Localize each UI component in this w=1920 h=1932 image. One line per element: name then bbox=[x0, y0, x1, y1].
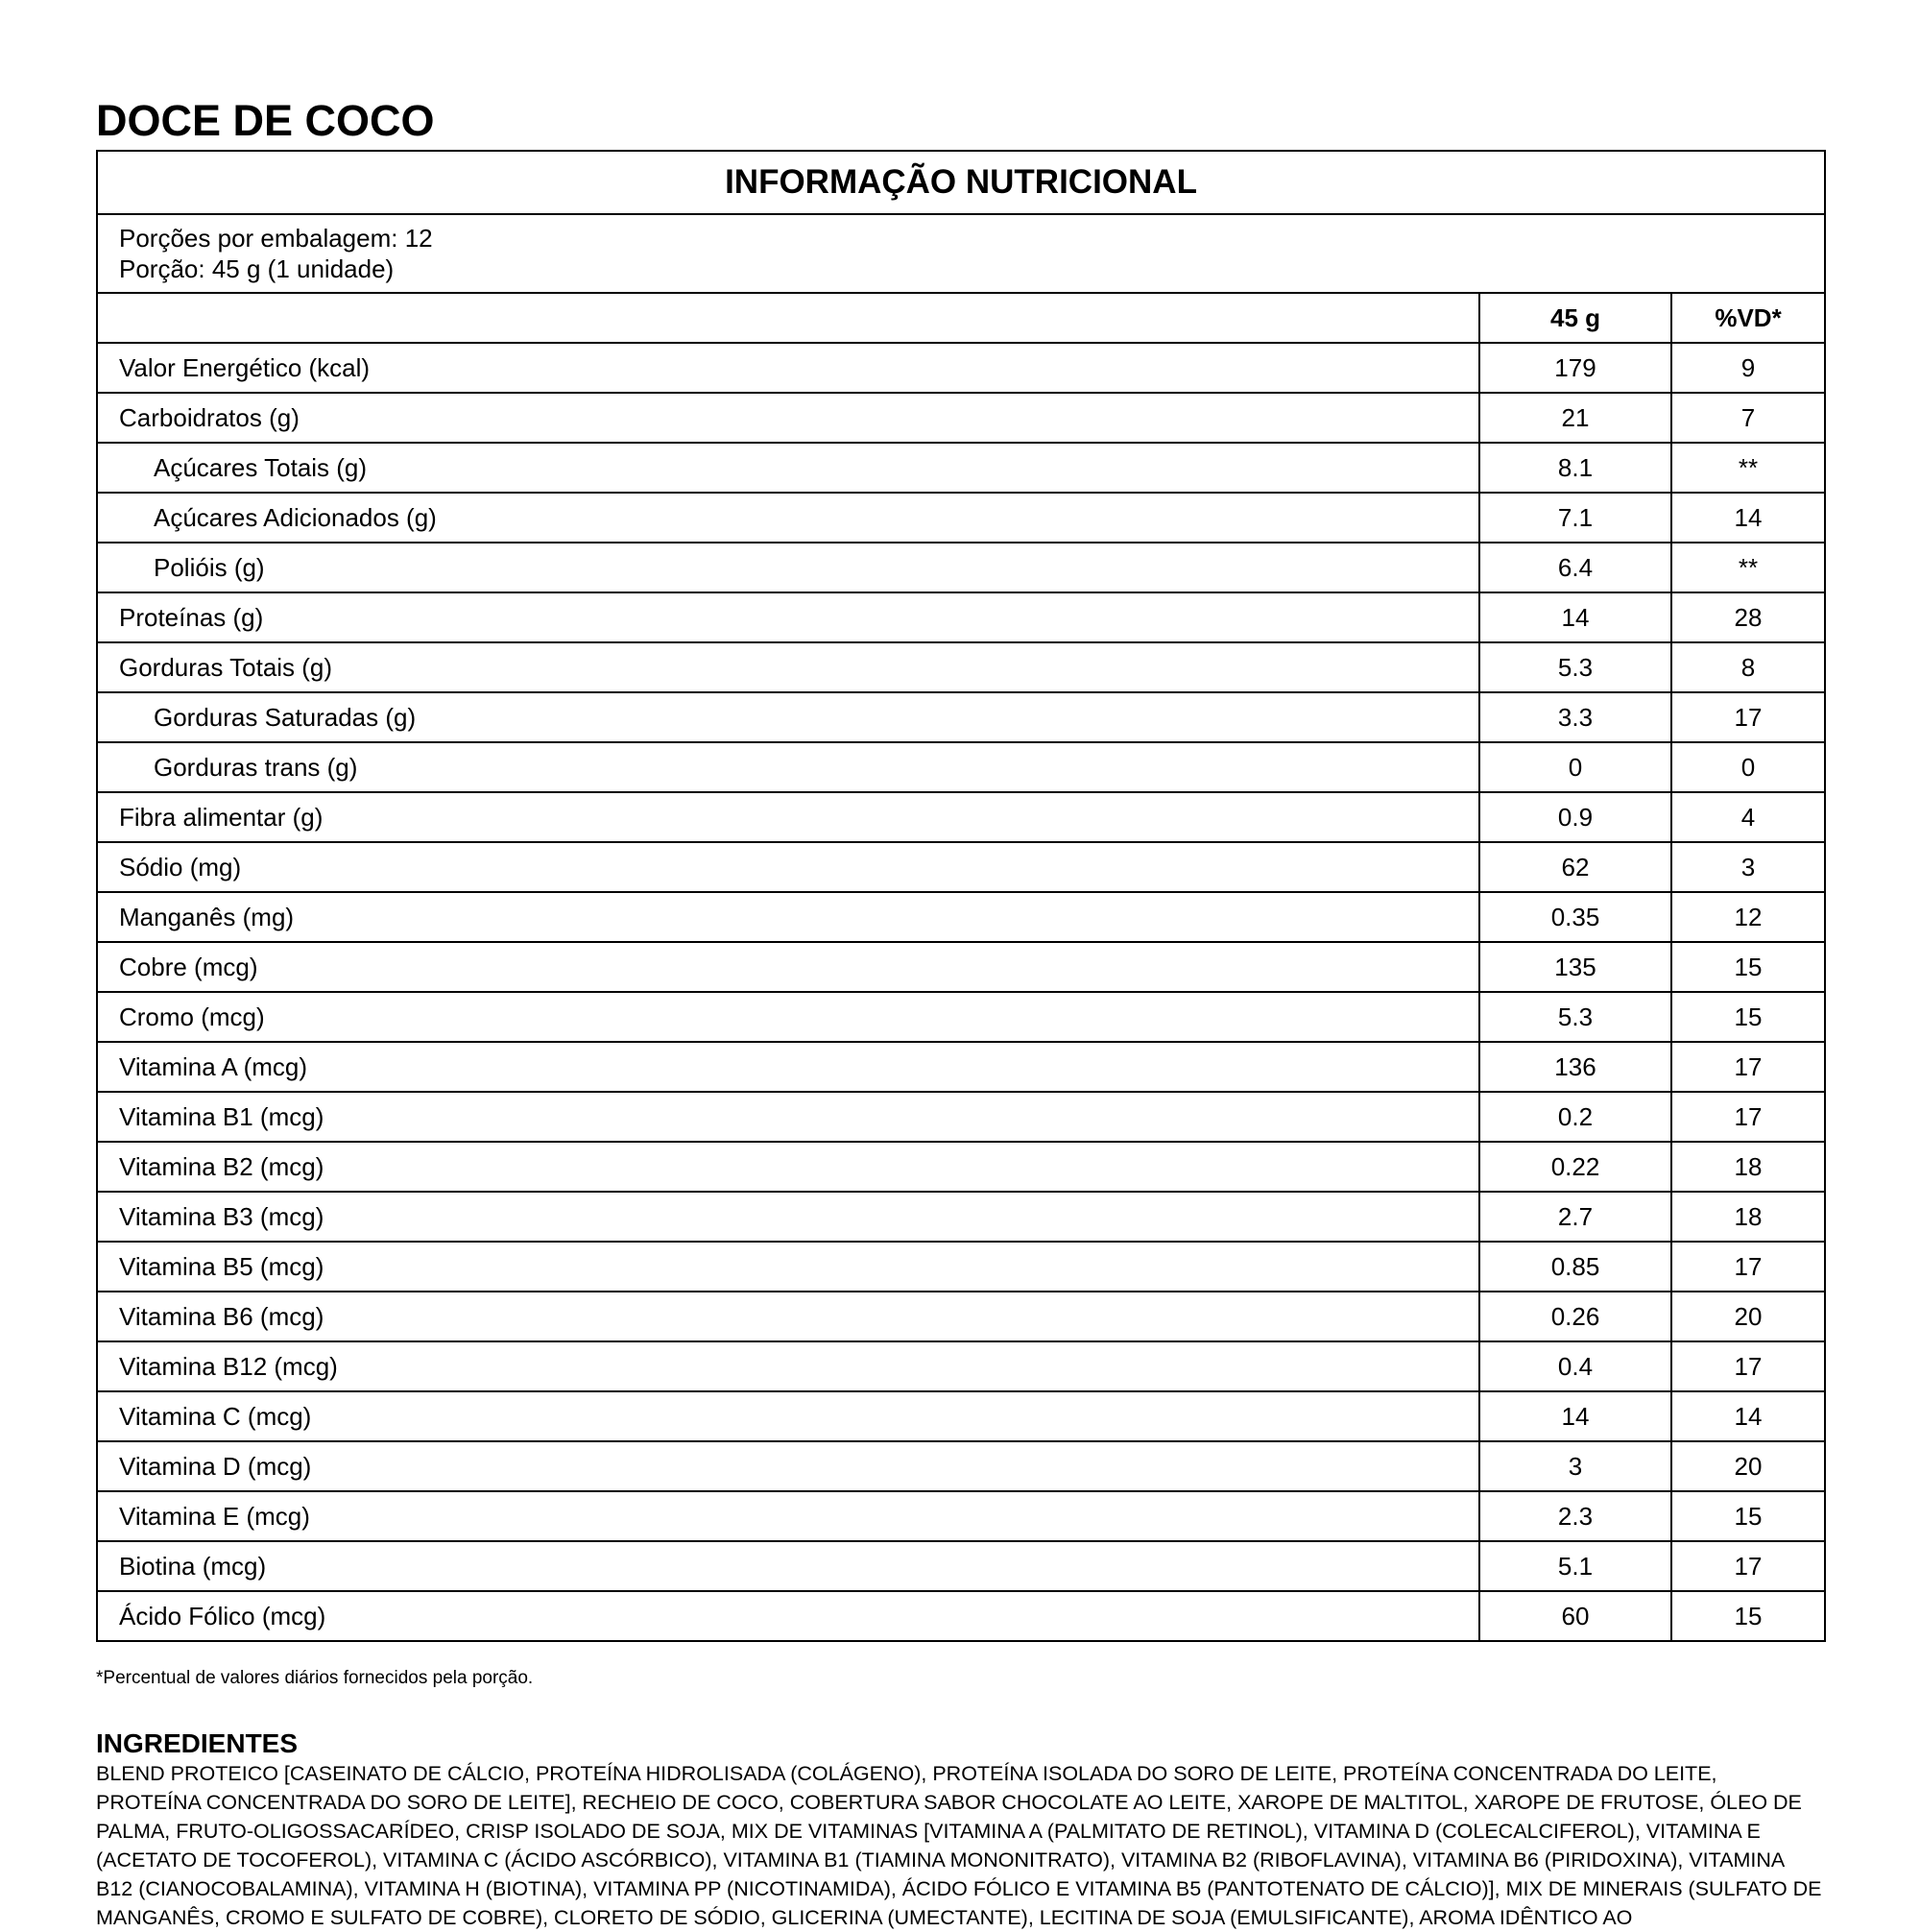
table-row bbox=[97, 1292, 1825, 1341]
nutrient-amount: 2.7 bbox=[1479, 1192, 1671, 1242]
nutrient-amount: 60 bbox=[1479, 1591, 1671, 1641]
nutrient-amount: 0.4 bbox=[1479, 1341, 1671, 1391]
table-row bbox=[97, 393, 1825, 443]
nutrient-vd: 0 bbox=[1671, 742, 1825, 792]
nutrient-label: Biotina (mcg) bbox=[97, 1541, 1479, 1591]
table-row bbox=[97, 642, 1825, 692]
nutrient-vd: 14 bbox=[1671, 493, 1825, 543]
nutrient-vd: 17 bbox=[1671, 1541, 1825, 1591]
portion-row bbox=[97, 214, 1825, 293]
nutrient-label: Proteínas (g) bbox=[97, 592, 1479, 642]
nutrient-label: Açúcares Totais (g) bbox=[97, 443, 1479, 493]
table-row bbox=[97, 343, 1825, 393]
footnote: *Percentual de valores diários fornecidos pela porção. bbox=[96, 1668, 534, 1688]
nutrient-vd: 15 bbox=[1671, 992, 1825, 1042]
nutrient-amount: 0 bbox=[1479, 742, 1671, 792]
nutrient-label: Carboidratos (g) bbox=[97, 393, 1479, 443]
table-heading: INFORMAÇÃO NUTRICIONAL bbox=[97, 151, 1825, 214]
nutrient-amount: 3.3 bbox=[1479, 692, 1671, 742]
nutrient-vd: 28 bbox=[1671, 592, 1825, 642]
nutrient-label: Ácido Fólico (mcg) bbox=[97, 1591, 1479, 1641]
nutrition-table bbox=[96, 150, 1826, 1642]
nutrient-vd: ** bbox=[1671, 443, 1825, 493]
nutrient-vd: 15 bbox=[1671, 1491, 1825, 1541]
table-row bbox=[97, 592, 1825, 642]
nutrient-amount: 0.22 bbox=[1479, 1142, 1671, 1192]
nutrient-amount: 6.4 bbox=[1479, 543, 1671, 592]
table-row bbox=[97, 792, 1825, 842]
nutrient-label: Vitamina B5 (mcg) bbox=[97, 1242, 1479, 1292]
nutrient-label: Vitamina D (mcg) bbox=[97, 1441, 1479, 1491]
nutrient-label: Fibra alimentar (g) bbox=[97, 792, 1479, 842]
column-header-vd: %VD* bbox=[1671, 293, 1825, 343]
table-row bbox=[97, 842, 1825, 892]
nutrient-amount: 3 bbox=[1479, 1441, 1671, 1491]
nutrient-vd: 15 bbox=[1671, 1591, 1825, 1641]
table-row bbox=[97, 992, 1825, 1042]
nutrient-amount: 136 bbox=[1479, 1042, 1671, 1092]
nutrient-label: Vitamina B6 (mcg) bbox=[97, 1292, 1479, 1341]
nutrient-amount: 0.26 bbox=[1479, 1292, 1671, 1341]
nutrient-label: Gorduras trans (g) bbox=[97, 742, 1479, 792]
portions-per-package: Porções por embalagem: 12 bbox=[119, 224, 433, 253]
ingredients-title: INGREDIENTES bbox=[96, 1728, 299, 1758]
table-heading-row bbox=[97, 151, 1825, 214]
nutrient-label: Cromo (mcg) bbox=[97, 992, 1479, 1042]
nutrient-vd: 12 bbox=[1671, 892, 1825, 942]
nutrient-label: Vitamina B1 (mcg) bbox=[97, 1092, 1479, 1142]
table-row bbox=[97, 543, 1825, 592]
nutrient-label: Vitamina A (mcg) bbox=[97, 1042, 1479, 1092]
nutrient-label: Valor Energético (kcal) bbox=[97, 343, 1479, 393]
nutrient-amount: 0.85 bbox=[1479, 1242, 1671, 1292]
table-row bbox=[97, 1242, 1825, 1292]
nutrient-vd: 17 bbox=[1671, 1242, 1825, 1292]
nutrient-label: Manganês (mg) bbox=[97, 892, 1479, 942]
nutrient-amount: 21 bbox=[1479, 393, 1671, 443]
table-row bbox=[97, 1591, 1825, 1641]
table-row bbox=[97, 1341, 1825, 1391]
table-row bbox=[97, 1042, 1825, 1092]
nutrient-vd: 18 bbox=[1671, 1142, 1825, 1192]
nutrient-amount: 179 bbox=[1479, 343, 1671, 393]
nutrient-label: Gorduras Totais (g) bbox=[97, 642, 1479, 692]
table-row bbox=[97, 443, 1825, 493]
table-row bbox=[97, 1142, 1825, 1192]
nutrient-amount: 2.3 bbox=[1479, 1491, 1671, 1541]
table-row bbox=[97, 1491, 1825, 1541]
table-row bbox=[97, 493, 1825, 543]
nutrient-label: Sódio (mg) bbox=[97, 842, 1479, 892]
table-row bbox=[97, 1541, 1825, 1591]
nutrient-vd: 17 bbox=[1671, 1092, 1825, 1142]
nutrient-label: Gorduras Saturadas (g) bbox=[97, 692, 1479, 742]
nutrient-vd: 4 bbox=[1671, 792, 1825, 842]
nutrition-label-page bbox=[96, 96, 1824, 1932]
portion-info bbox=[97, 214, 1825, 293]
nutrient-vd: 8 bbox=[1671, 642, 1825, 692]
nutrient-vd: 17 bbox=[1671, 1042, 1825, 1092]
nutrient-label: Vitamina C (mcg) bbox=[97, 1391, 1479, 1441]
portion-size: Porção: 45 g (1 unidade) bbox=[119, 254, 395, 283]
nutrient-vd: ** bbox=[1671, 543, 1825, 592]
column-header-amount: 45 g bbox=[1479, 293, 1671, 343]
ingredients-text: BLEND PROTEICO [CASEINATO DE CÁLCIO, PROTEÍNA HIDROLISADA (COLÁGENO), PROTEÍNA ISOLADA DO SORO DE LEITE, PROTEÍNA CONCENTRADA DO LEITE, PROTEÍNA CONCENTRADA DO SORO DE LEITE], RECHEIO DE COCO, COBERTURA SABOR CHOCOLATE AO LEITE, XAROPE DE MALTITOL, XAROPE DE FRUTOSE, ÓLEO DE PALMA, FRUTO-OLIGOSSACARÍDEO, CRISP ISOLADO DE SOJA, MIX DE VITAMINAS [VITAMINA A (PALMITATO DE RETINOL), VITAMINA D (COLECALCIFEROL), VITAMINA E (ACETATO DE TOCOFEROL), VITAMINA C (ÁCIDO ASCÓRBICO), VITAMINA B1 (TIAMINA MONONITRATO), VITAMINA B2 (RIBOFLAVINA), VITAMINA B6 (PIRIDOXINA), VITAMINA B12 (CIANOCOBALAMINA), VITAMINA H (BIOTINA), VITAMINA PP (NICOTINAMIDA), ÁCIDO FÓLICO E VITAMINA B5 (PANTOTENATO DE CÁLCIO)], MIX DE MINERAIS (SULFATO DE MANGANÊS, CROMO E SULFATO DE COBRE), CLORETO DE SÓDIO, GLICERINA (UMECTANTE), LECITINA DE SOJA (EMULSIFICANTE), AROMA IDÊNTICO AO bbox=[96, 1762, 1822, 1929]
nutrient-label: Cobre (mcg) bbox=[97, 942, 1479, 992]
nutrient-label: Polióis (g) bbox=[97, 543, 1479, 592]
nutrient-amount: 5.3 bbox=[1479, 992, 1671, 1042]
nutrient-amount: 5.1 bbox=[1479, 1541, 1671, 1591]
table-row bbox=[97, 742, 1825, 792]
nutrient-vd: 7 bbox=[1671, 393, 1825, 443]
nutrient-vd: 20 bbox=[1671, 1441, 1825, 1491]
nutrient-label: Açúcares Adicionados (g) bbox=[97, 493, 1479, 543]
nutrient-vd: 3 bbox=[1671, 842, 1825, 892]
table-row bbox=[97, 692, 1825, 742]
nutrient-vd: 20 bbox=[1671, 1292, 1825, 1341]
nutrient-amount: 0.2 bbox=[1479, 1092, 1671, 1142]
nutrient-amount: 14 bbox=[1479, 592, 1671, 642]
table-row bbox=[97, 1192, 1825, 1242]
nutrient-amount: 135 bbox=[1479, 942, 1671, 992]
nutrient-amount: 0.9 bbox=[1479, 792, 1671, 842]
column-header-blank bbox=[97, 293, 1479, 343]
table-row bbox=[97, 1391, 1825, 1441]
nutrient-amount: 62 bbox=[1479, 842, 1671, 892]
table-row bbox=[97, 1092, 1825, 1142]
nutrient-vd: 14 bbox=[1671, 1391, 1825, 1441]
product-title: DOCE DE COCO bbox=[96, 96, 435, 145]
nutrient-vd: 18 bbox=[1671, 1192, 1825, 1242]
nutrient-amount: 7.1 bbox=[1479, 493, 1671, 543]
nutrient-vd: 17 bbox=[1671, 692, 1825, 742]
nutrient-vd: 17 bbox=[1671, 1341, 1825, 1391]
nutrient-vd: 9 bbox=[1671, 343, 1825, 393]
table-row bbox=[97, 1441, 1825, 1491]
nutrient-vd: 15 bbox=[1671, 942, 1825, 992]
nutrient-label: Vitamina E (mcg) bbox=[97, 1491, 1479, 1541]
nutrient-label: Vitamina B2 (mcg) bbox=[97, 1142, 1479, 1192]
nutrient-amount: 8.1 bbox=[1479, 443, 1671, 493]
table-row bbox=[97, 892, 1825, 942]
nutrient-amount: 14 bbox=[1479, 1391, 1671, 1441]
column-header-row bbox=[97, 293, 1825, 343]
nutrient-amount: 5.3 bbox=[1479, 642, 1671, 692]
nutrient-label: Vitamina B12 (mcg) bbox=[97, 1341, 1479, 1391]
nutrient-label: Vitamina B3 (mcg) bbox=[97, 1192, 1479, 1242]
nutrient-amount: 0.35 bbox=[1479, 892, 1671, 942]
table-row bbox=[97, 942, 1825, 992]
